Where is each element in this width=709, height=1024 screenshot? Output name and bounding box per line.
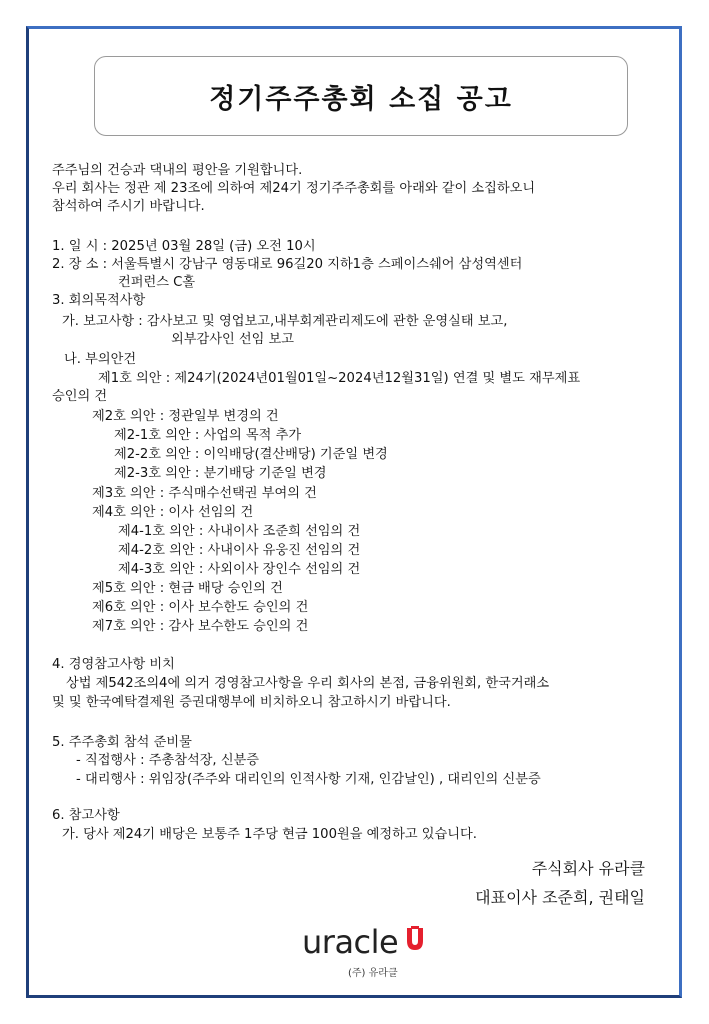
resolution-item: 제3호 의안 : 주식매수선택권 부여의 건: [92, 486, 317, 501]
resolution-subitem: 제4-1호 의안 : 사내이사 조준희 선임의 건: [118, 524, 361, 539]
agenda-heading: 3. 회의목적사항: [52, 293, 146, 308]
report-items: 가. 보고사항 : 감사보고 및 영업보고,내부회계관리제도에 관한 운영실태 보고,: [62, 314, 508, 329]
resolution-subitem: 제2-2호 의안 : 이익배당(결산배당) 기준일 변경: [114, 447, 388, 462]
notes-item: 가. 당사 제24기 배당은 보통주 1주당 현금 100원을 예정하고 있습니다.: [62, 827, 477, 842]
resolution-subitem: 제2-3호 의안 : 분기배당 기준일 변경: [114, 466, 327, 481]
preparation-item: - 직접행사 : 주총참석장, 신분증: [76, 753, 260, 768]
meeting-place-room: 컨퍼런스 C홀: [118, 275, 196, 290]
title-box: [94, 56, 628, 136]
reference-heading: 4. 경영참고사항 비치: [52, 657, 175, 672]
greeting-line: 주주님의 건승과 댁내의 평안을 기원합니다.: [52, 163, 303, 178]
notes-heading: 6. 참고사항: [52, 808, 120, 823]
reference-text: 상법 제542조의4에 의거 경영참고사항을 우리 회사의 본점, 금융위원회, 한국거래소: [66, 676, 550, 691]
greeting-line: 참석하여 주시기 바랍니다.: [52, 199, 205, 214]
meeting-place: 2. 장 소 : 서울특별시 강남구 영동대로 96길20 지하1층 스페이스쉐어 삼성역센터: [52, 257, 523, 272]
uracle-u-mark-icon: [405, 926, 425, 952]
resolution-item: 제7호 의안 : 감사 보수한도 승인의 건: [92, 619, 309, 634]
resolution-item: 제4호 의안 : 이사 선임의 건: [92, 505, 254, 520]
resolution-item: 제6호 의안 : 이사 보수한도 승인의 건: [92, 600, 309, 615]
greeting-line: 우리 회사는 정관 제 23조에 의하여 제24기 정기주주총회를 아래와 같이 소집하오니: [52, 181, 536, 196]
resolution-subitem: 제4-2호 의안 : 사내이사 유웅진 선임의 건: [118, 543, 361, 558]
resolution-subitem: 제4-3호 의안 : 사외이사 장인수 선임의 건: [118, 562, 361, 577]
resolution-item: 제5호 의안 : 현금 배당 승인의 건: [92, 581, 283, 596]
resolution-subitem: 제2-1호 의안 : 사업의 목적 추가: [114, 428, 302, 443]
reference-text-cont: 및 및 한국예탁결제원 증권대행부에 비치하오니 참고하시기 바랍니다.: [52, 695, 451, 710]
resolution-item-cont: 승인의 건: [52, 389, 108, 404]
resolution-heading: 나. 부의안건: [64, 352, 137, 367]
resolution-item: 제2호 의안 : 정관일부 변경의 건: [92, 409, 279, 424]
logo-wordmark: uracle: [302, 923, 399, 961]
report-items-cont: 외부감사인 선임 보고: [171, 332, 295, 347]
preparation-item: - 대리행사 : 위임장(주주와 대리인의 인적사항 기재, 인감날인) , 대리인의 신분증: [76, 772, 541, 787]
company-name: 주식회사 유라클: [531, 859, 645, 878]
meeting-datetime: 1. 일 시 : 2025년 03월 28일 (금) 오전 10시: [52, 239, 316, 254]
logo-subtitle: (주) 유라클: [348, 968, 398, 979]
ceo-names: 대표이사 조준희, 권태일: [475, 888, 645, 907]
preparation-heading: 5. 주주총회 참석 준비물: [52, 735, 192, 750]
page-title: 정기주주총회 소집 공고: [209, 83, 513, 115]
company-logo: [302, 924, 432, 982]
resolution-item: 제1호 의안 : 제24기(2024년01월01일~2024년12월31일) 연결 및 별도 재무제표: [98, 371, 581, 386]
